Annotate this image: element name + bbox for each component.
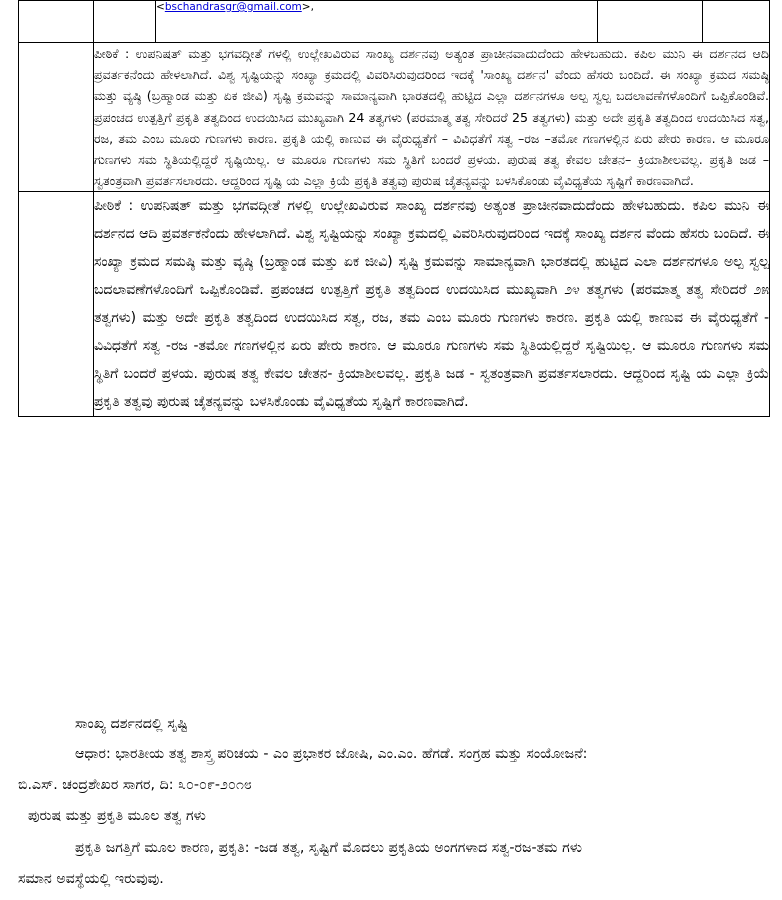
- email-cell: [156, 1, 598, 43]
- document-table: [18, 0, 770, 417]
- paragraph-line-2: ಸಮಾನ ಅವಸ್ಥೆಯಲ್ಲಿ ಇರುವುವು.: [18, 871, 164, 887]
- paragraph-line-1: ಪ್ರಕೃತಿ ಜಗತ್ತಿಗೆ ಮೂಲ ಕಾರಣ, ಪ್ರಕೃತಿ: -ಜಡ ತತ್ವ, ಸೃಷ್ಟಿಗೆ ಮೊದಲು ಪ್ರಕೃತಿಯ ಅಂಗಗಳಾದ ಸತ್ವ-ರಜ-ತಮ ಗಳು: [75, 840, 583, 856]
- email-bracket-close: >,: [301, 1, 314, 13]
- intro-paragraph-small: ಪೀಠಿಕೆ : ಉಪನಿಷತ್ ಮತ್ತು ಭಗವದ್ಗೀತೆ ಗಳಲ್ಲಿ ಉಲ್ಲೇಖವಿರುವ ಸಾಂಖ್ಯ ದರ್ಶನವು ಅತ್ಯಂತ ಪ್ರಾಚೀನವಾದುದೆಂದು ಹೇಳಬಹುದು. ಕಪಿಲ ಮುನಿ ಈ ದರ್ಶನದ ಆದಿ ಪ್ರವರ್ತಕನೆಂದು ಹೇಳಲಾಗಿದೆ. ವಿಶ್ವ ಸೃಷ್ಟಿಯನ್ನು ಸಂಖ್ಯಾ ಕ್ರಮದಲ್ಲಿ ವಿವರಿಸಿರುವುದರಿಂದ ಇದಕ್ಕೆ 'ಸಾಂಖ್ಯ ದರ್ಶನ' ವೆಂದು ಹೆಸರು ಬಂದಿದೆ. ಈ ಸಂಖ್ಯಾ ಕ್ರಮದ ಸಮಷ್ಠಿ ಮತ್ತು ವ್ಯಷ್ಠಿ (ಬ್ರಹ್ಮಾಂಡ ಮತ್ತು ಏಕ ಜೀವಿ) ಸೃಷ್ಟಿ ಕ್ರಮವನ್ನು ಸಾಮಾನ್ಯವಾಗಿ ಭಾರತದಲ್ಲಿ ಹುಟ್ಟಿದ ಎಲ್ಲಾ ದರ್ಶನಗಳೂ ಅಲ್ಪ ಸ್ವಲ್ಪ ಬದಲಾವಣೆಗಳೊಂದಿಗೆ ಒಪ್ಪಿಕೊಂಡಿವೆ. ಪ್ರಪಂಚದ ಉತ್ಪತ್ತಿಗೆ ಪ್ರಕೃತಿ ತತ್ವದಿಂದ ಉದಯಿಸಿದ ಮುಖ್ಯವಾಗಿ 24 ತತ್ವಗಳು (ಪರಮಾತ್ಮ ತತ್ವ ಸೇರಿದರೆ 25 ತತ್ವಗಳು) ಮತ್ತು ಅದೇ ಪ್ರಕೃತಿ ತತ್ವದಿಂದ ಉದಯಿಸಿದ ಸತ್ವ, ರಜ, ತಮ ಎಂಬ ಮೂರು ಗುಣಗಳು ಕಾರಣ. ಪ್ರಕೃತಿ ಯಲ್ಲಿ ಕಾಣುವ ಈ ವೈರುಧ್ಯತೆಗೆ – ವಿವಿಧತೆಗೆ ಸತ್ವ –ರಜ –ತಮೋ ಗಣಗಳಲ್ಲಿನ ಏರು ಪೇರು ಕಾರಣ. ಆ ಮೂರೂ ಗುಣಗಳು ಸಮ ಸ್ಥಿತಿಯಲ್ಲಿದ್ದರೆ ಸೃಷ್ಟಿಯಿಲ್ಲ. ಆ ಮೂರೂ ಗುಣಗಳು ಸಮ ಸ್ಥಿತಿಗೆ ಬಂದರೆ ಪ್ರಳಯ. ಪುರುಷ ತತ್ವ ಕೇವಲ ಚೇತನ– ಕ್ರಿಯಾಶೀಲವಲ್ಲ. ಪ್ರಕೃತಿ ಜಡ – ಸ್ವತಂತ್ರವಾಗಿ ಪ್ರವರ್ತಸಲಾರದು. ಆದ್ದರಿಂದ ಸೃಷ್ಟಿ ಯ ಎಲ್ಲಾ ಕ್ರಿಯೆ ಪ್ರಕೃತಿ ತತ್ವವು ಪುರುಷ ಚೈತನ್ಯವನ್ನು ಬಳಸಿಕೊಂಡು ವೈವಿಧ್ಯತೆಯ ಸೃಷ್ಟಿಗೆ ಕಾರಣವಾಗಿದೆ.: [94, 43, 770, 192]
- section-heading: ಸಾಂಖ್ಯ ದರ್ಶನದಲ್ಲಿ ಸೃಷ್ಟಿ: [75, 716, 188, 732]
- table-cell-empty: [19, 43, 94, 192]
- table-cell-empty: [703, 1, 770, 43]
- table-cell-empty: [94, 1, 156, 43]
- table-row-large-text: [19, 192, 770, 417]
- table-row-small-text: [19, 43, 770, 192]
- source-line-1: ಆಧಾರ: ಭಾರತೀಯ ತತ್ವ ಶಾಸ್ತ್ರ ಪರಿಚಯ - ಎಂ ಪ್ರಭಾಕರ ಜೋಷಿ, ಎಂ.ಎಂ. ಹೆಗಡೆ. ಸಂಗ್ರಹ ಮತ್ತು ಸಂಯೋಜನೆ:: [75, 746, 588, 762]
- table-row-header: [19, 1, 770, 43]
- email-link[interactable]: bschandrasgr@gmail.com: [164, 1, 302, 13]
- table-cell-empty: [19, 192, 94, 417]
- table-cell-empty: [598, 1, 703, 43]
- email-bracket-open: <: [156, 1, 165, 13]
- subheading: ಪುರುಷ ಮತ್ತು ಪ್ರಕೃತಿ ಮೂಲ ತತ್ವ ಗಳು: [28, 808, 206, 824]
- table-cell-empty: [19, 1, 94, 43]
- source-line-2: ಬಿ.ಎಸ್. ಚಂದ್ರಶೇಖರ ಸಾಗರ, ದಿ: ೩೦-೦೯-೨೦೧೮: [18, 777, 252, 793]
- intro-paragraph-large: ಪೀಠಿಕೆ : ಉಪನಿಷತ್ ಮತ್ತು ಭಗವದ್ಗೀತೆ ಗಳಲ್ಲಿ ಉಲ್ಲೇಖವಿರುವ ಸಾಂಖ್ಯ ದರ್ಶನವು ಅತ್ಯಂತ ಪ್ರಾಚೀನವಾದುದೆಂದು ಹೇಳಬಹುದು. ಕಪಿಲ ಮುನಿ ಈ ದರ್ಶನದ ಆದಿ ಪ್ರವರ್ತಕನೆಂದು ಹೇಳಲಾಗಿದೆ. ವಿಶ್ವ ಸೃಷ್ಟಿಯನ್ನು ಸಂಖ್ಯಾ ಕ್ರಮದಲ್ಲಿ ವಿವರಿಸಿರುವುದರಿಂದ ಇದಕ್ಕೆ ಸಾಂಖ್ಯ ದರ್ಶನ ವೆಂದು ಹೆಸರು ಬಂದಿದೆ. ಈ ಸಂಖ್ಯಾ ಕ್ರಮದ ಸಮಷ್ಠಿ ಮತ್ತು ವ್ಯಷ್ಠಿ (ಬ್ರಹ್ಮಾಂಡ ಮತ್ತು ಏಕ ಜೀವಿ) ಸೃಷ್ಟಿ ಕ್ರಮವನ್ನು ಸಾಮಾನ್ಯವಾಗಿ ಭಾರತದಲ್ಲಿ ಹುಟ್ಟಿದ ಎಲಾ ದರ್ಶನಗಳೂ ಅಲ್ಪ ಸ್ವಲ್ಪ ಬದಲಾವಣೆಗಳೊಂದಿಗೆ ಒಪ್ಪಿಕೊಂಡಿವೆ. ಪ್ರಪಂಚದ ಉತ್ಪತ್ತಿಗೆ ಪ್ರಕೃತಿ ತತ್ವದಿಂದ ಉದಯಿಸಿದ ಮುಖ್ಯವಾಗಿ ೨೪ ತತ್ವಗಳು (ಪರಮಾತ್ಮ ತತ್ವ ಸೇರಿದರೆ ೨೫ ತತ್ವಗಳು) ಮತ್ತು ಅದೇ ಪ್ರಕೃತಿ ತತ್ವದಿಂದ ಉದಯಿಸಿದ ಸತ್ವ, ರಜ, ತಮ ಎಂಬ ಮೂರು ಗುಣಗಳು ಕಾರಣ. ಪ್ರಕೃತಿ ಯಲ್ಲಿ ಕಾಣುವ ಈ ವೈರುಧ್ಯತೆಗೆ - ವಿವಿಧತೆಗೆ ಸತ್ವ -ರಜ -ತಮೋ ಗಣಗಳಲ್ಲಿನ ಏರು ಪೇರು ಕಾರಣ. ಆ ಮೂರೂ ಗುಣಗಳು ಸಮ ಸ್ಥಿತಿಯಲ್ಲಿದ್ದರೆ ಸೃಷ್ಟಿಯಿಲ್ಲ. ಆ ಮೂರೂ ಗುಣಗಳು ಸಮ ಸ್ಥಿತಿಗೆ ಬಂದರೆ ಪ್ರಳಯ. ಪುರುಷ ತತ್ವ ಕೇವಲ ಚೇತನ- ಕ್ರಿಯಾಶೀಲವಲ್ಲ. ಪ್ರಕೃತಿ ಜಡ - ಸ್ವತಂತ್ರವಾಗಿ ಪ್ರವರ್ತಸಲಾರದು. ಆದ್ದರಿಂದ ಸೃಷ್ಟಿ ಯ ಎಲ್ಲಾ ಕ್ರಿಯೆ ಪ್ರಕೃತಿ ತತ್ವವು ಪುರುಷ ಚೈತನ್ಯವನ್ನು ಬಳಸಿಕೊಂಡು ವೈವಿಧ್ಯತೆಯ ಸೃಷ್ಟಿಗೆ ಕಾರಣವಾಗಿದೆ.: [94, 192, 770, 417]
